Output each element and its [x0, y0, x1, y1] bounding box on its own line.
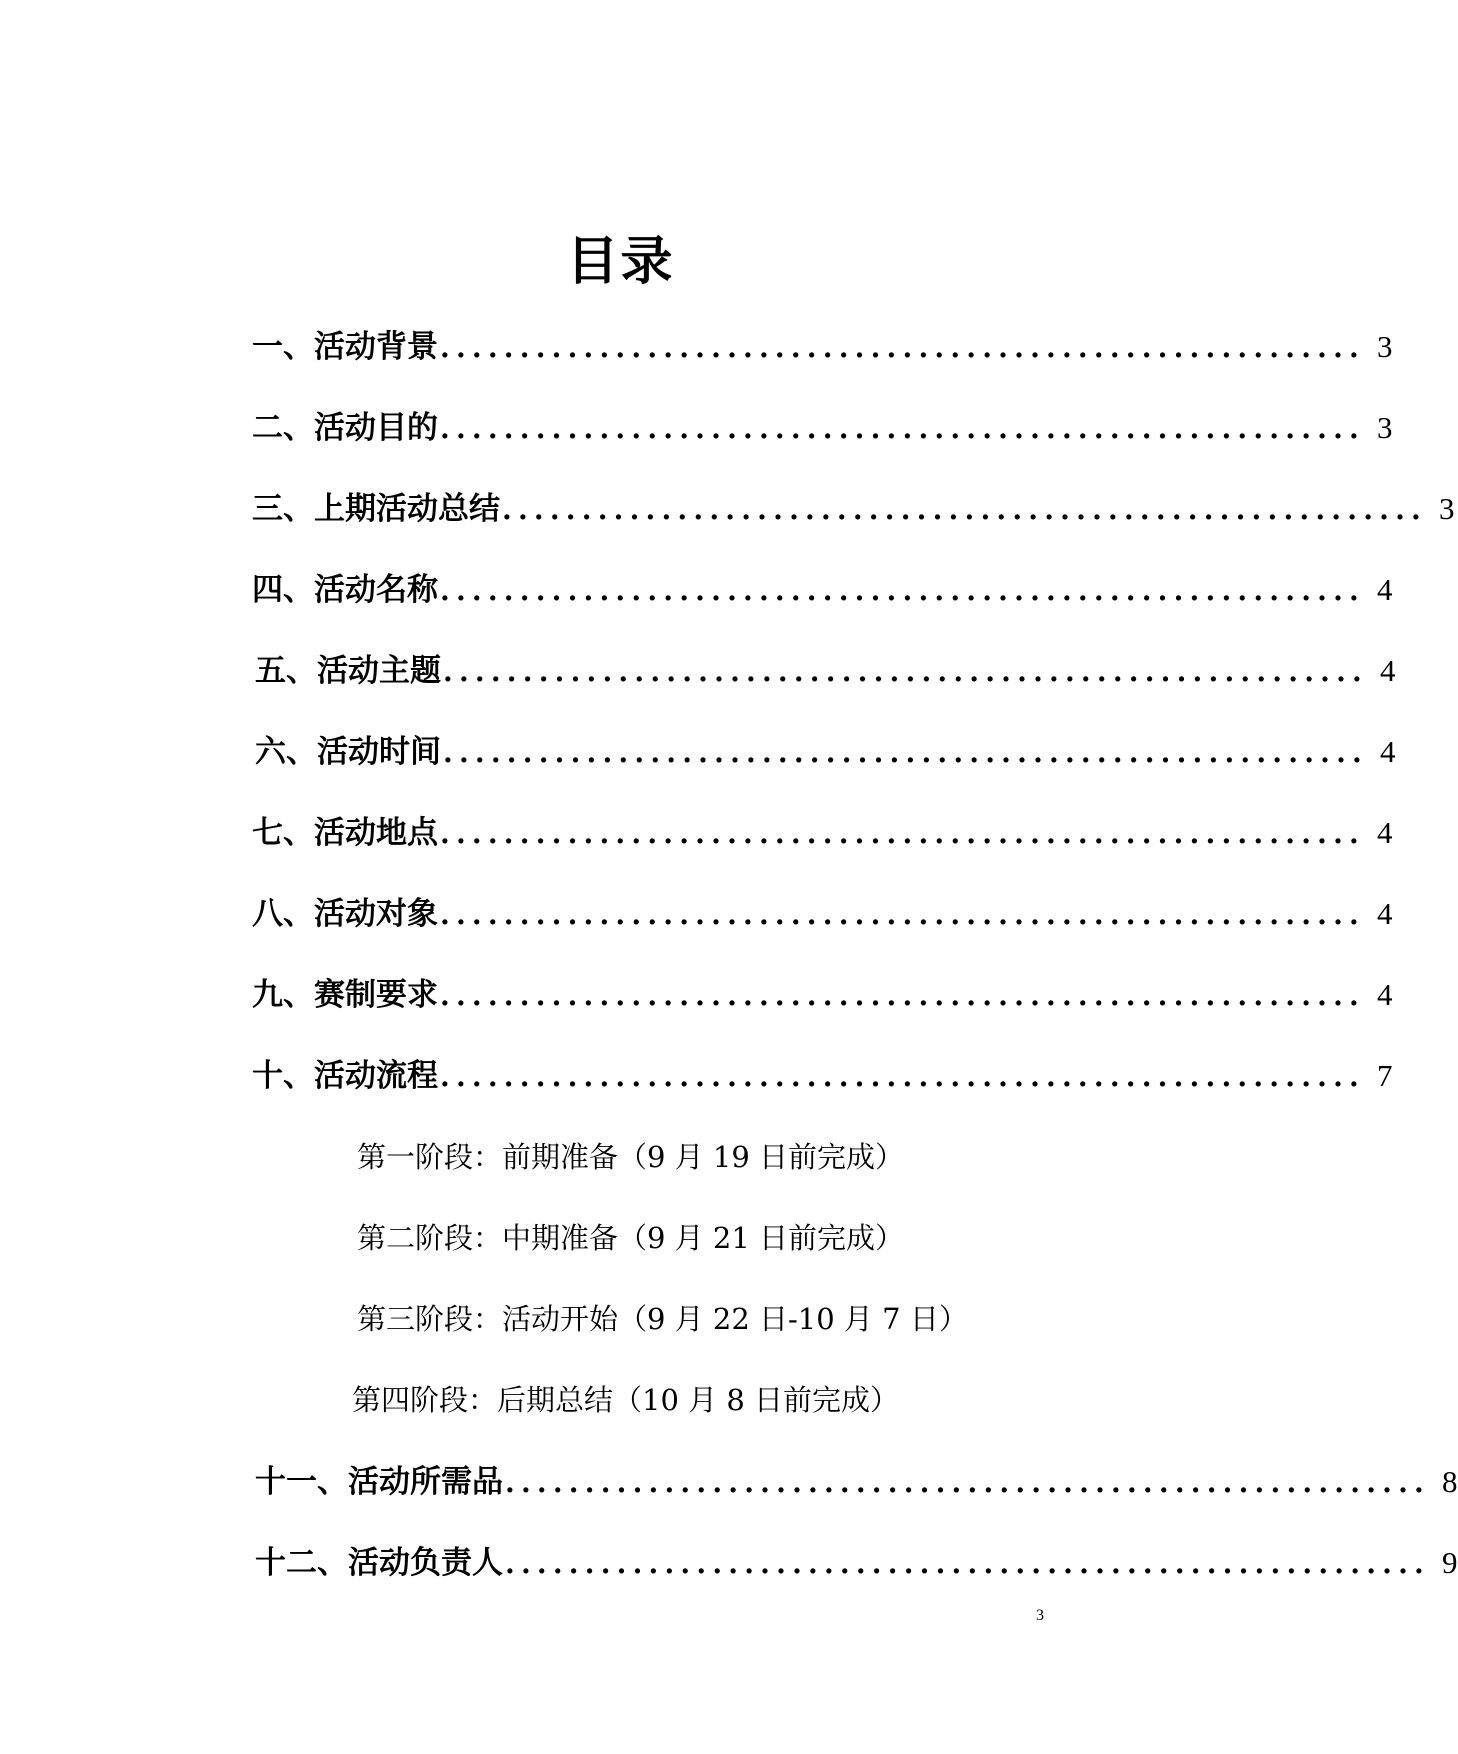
toc-page-number: 3: [1439, 491, 1455, 526]
toc-entry-5[interactable]: [255, 647, 1396, 695]
toc-leader: ..........................................................: [440, 331, 1365, 364]
toc-entry-label: 二、活动目的: [252, 410, 438, 446]
toc-entry-1[interactable]: [252, 323, 1393, 371]
toc-sub-entry-3[interactable]: 第三阶段：活动开始（9 月 22 日-10 月 7 日）: [357, 1302, 968, 1336]
toc-entry-label: 七、活动地点: [252, 815, 438, 851]
toc-entry-label: 三、上期活动总结: [252, 491, 500, 527]
toc-page-number: 4: [1377, 977, 1393, 1012]
toc-entry-label: 五、活动主题: [255, 653, 441, 689]
toc-leader: ..........................................................: [502, 493, 1427, 526]
toc-entry-label: 九、赛制要求: [252, 977, 438, 1013]
toc-entry-label: 六、活动时间: [255, 734, 441, 770]
toc-page-number: 3: [1377, 329, 1393, 364]
footer-page-number: 3: [1036, 1607, 1044, 1624]
toc-entry-label: 十一、活动所需品: [255, 1464, 503, 1500]
toc-sub-entry-1[interactable]: 第一阶段：前期准备（9 月 19 日前完成）: [357, 1140, 905, 1174]
toc-leader: ..........................................................: [505, 1466, 1430, 1499]
toc-entry-6[interactable]: [255, 728, 1396, 776]
toc-entry-10[interactable]: [252, 1052, 1393, 1100]
toc-leader: ..........................................................: [443, 736, 1368, 769]
toc-page-number: 4: [1377, 896, 1393, 931]
toc-entry-label: 十二、活动负责人: [255, 1545, 503, 1581]
toc-leader: ..........................................................: [440, 817, 1365, 850]
toc-entry-4[interactable]: [252, 566, 1393, 614]
toc-page-number: 4: [1377, 572, 1393, 607]
toc-page-number: 4: [1377, 815, 1393, 850]
toc-page-number: 4: [1380, 653, 1396, 688]
toc-entry-label: 十、活动流程: [252, 1058, 438, 1094]
toc-page-number: 8: [1442, 1464, 1458, 1499]
toc-entry-label: 一、活动背景: [252, 329, 438, 365]
toc-entry-3[interactable]: [252, 485, 1455, 533]
page-title: 目录: [566, 232, 675, 292]
toc-page-number: 7: [1377, 1058, 1393, 1093]
toc-entry-7[interactable]: [252, 809, 1393, 857]
toc-sub-entry-2[interactable]: 第二阶段：中期准备（9 月 21 日前完成）: [357, 1221, 905, 1255]
toc-page-number: 9: [1442, 1545, 1458, 1580]
toc-leader: ..........................................................: [440, 979, 1365, 1012]
toc-page-number: 4: [1380, 734, 1396, 769]
toc-leader: ..........................................................: [440, 898, 1365, 931]
toc-sub-entry-4[interactable]: 第四阶段：后期总结（10 月 8 日前完成）: [352, 1383, 900, 1417]
toc-entry-8[interactable]: [252, 890, 1393, 938]
toc-leader: ..........................................................: [440, 1060, 1365, 1093]
toc-entry-9[interactable]: [252, 971, 1393, 1019]
toc-entry-11[interactable]: [255, 1458, 1458, 1506]
toc-entry-12[interactable]: [255, 1539, 1458, 1587]
toc-page-number: 3: [1377, 410, 1393, 445]
toc-entry-label: 四、活动名称: [252, 572, 438, 608]
toc-leader: ..........................................................: [505, 1547, 1430, 1580]
toc-leader: ..........................................................: [440, 574, 1365, 607]
toc-leader: ..........................................................: [443, 655, 1368, 688]
toc-entry-label: 八、活动对象: [252, 896, 438, 932]
toc-leader: ..........................................................: [440, 412, 1365, 445]
toc-entry-2[interactable]: [252, 404, 1393, 452]
